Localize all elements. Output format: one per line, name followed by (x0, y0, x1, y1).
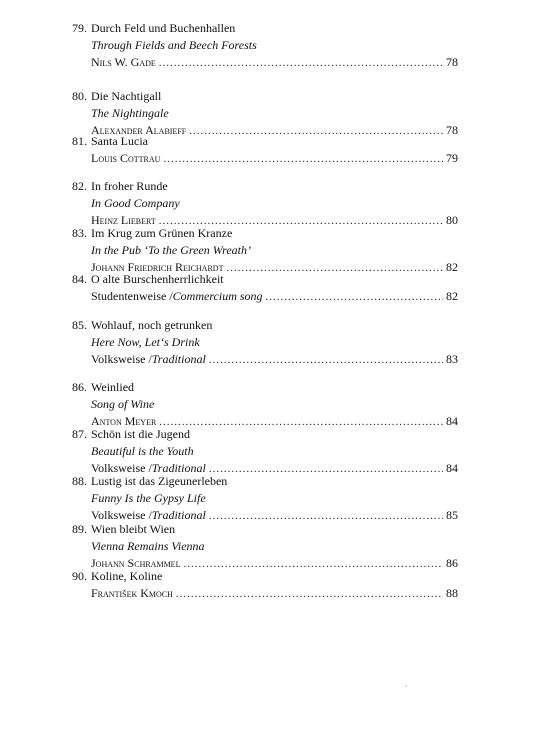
composer: Heinz Liebert (91, 213, 156, 227)
composer: Volksweise / (91, 461, 152, 475)
composer: Alexander Alabieff (91, 123, 187, 137)
toc-entry-90 (72, 568, 458, 608)
page-number: 78 (446, 123, 458, 137)
toc-entry-85 (72, 317, 458, 379)
page-number: 83 (446, 352, 458, 366)
song-title: O alte Burschenherrlichkeit (91, 272, 224, 286)
entry-number: 88. (72, 474, 87, 488)
composer: František Kmoch (91, 586, 173, 600)
entry-number: 83. (72, 226, 87, 240)
composer-english: Traditional (151, 508, 206, 522)
dot-leader (176, 586, 443, 603)
song-title: Durch Feld und Buchenhallen (91, 21, 236, 35)
credit-line (91, 150, 458, 168)
toc-entry-86 (72, 379, 458, 426)
composer: Johann Friedrich Reichardt (91, 260, 224, 274)
song-title-english: In Good Company (91, 196, 180, 210)
song-title-english: Beautiful is the Youth (91, 444, 194, 458)
song-title-english: Here Now, Let‘s Drink (91, 335, 200, 349)
toc-entry-82 (72, 178, 458, 225)
page-number: 79 (446, 151, 458, 165)
song-title-english: Vienna Remains Vienna (91, 539, 205, 553)
toc-entry-80 (72, 88, 458, 137)
composer-english: Commercium song (172, 289, 263, 303)
entry-number: 84. (72, 272, 87, 286)
song-title-english: In the Pub ‘To the Green Wreath’ (91, 243, 251, 257)
composer: Volksweise / (91, 508, 152, 522)
credit-line (91, 54, 458, 72)
composer: Studentenweise / (91, 289, 173, 303)
page-speck (405, 685, 407, 687)
toc-entry-84 (72, 271, 458, 317)
entry-number: 79. (72, 21, 87, 35)
credit-line (91, 288, 458, 306)
composer: Louis Cottrau (91, 151, 161, 165)
page-number: 84 (446, 461, 458, 475)
credit-line (91, 351, 458, 369)
dot-leader (209, 352, 443, 369)
song-title-english: The Nightingale (91, 106, 169, 120)
dot-leader (266, 289, 443, 306)
page-number: 88 (446, 586, 458, 600)
entry-number: 90. (72, 569, 87, 583)
composer: Nils W. Gade (91, 55, 156, 69)
toc-entry-87 (72, 426, 458, 473)
entry-number: 86. (72, 380, 87, 394)
page-number: 85 (446, 508, 458, 522)
entry-number: 89. (72, 522, 87, 536)
composer-english: Traditional (151, 461, 206, 475)
toc-entry-79 (72, 20, 458, 88)
composer: Anton Meyer (91, 414, 157, 428)
song-title: Santa Lucia (91, 134, 148, 148)
page-number: 82 (446, 260, 458, 274)
song-title-english: Funny Is the Gypsy Life (91, 491, 206, 505)
song-title: Weinlied (91, 380, 135, 394)
toc-entry-88 (72, 473, 458, 521)
entry-number: 85. (72, 318, 87, 332)
entry-number: 80. (72, 89, 87, 103)
song-title: Koline, Koline (91, 569, 163, 583)
dot-leader (163, 151, 443, 168)
page-number: 82 (446, 289, 458, 303)
composer: Volksweise / (91, 352, 152, 366)
song-title: Lustig ist das Zigeunerleben (91, 474, 228, 488)
table-of-contents (72, 20, 458, 608)
page-number: 78 (446, 55, 458, 69)
song-title: In froher Runde (91, 179, 168, 193)
page-number: 86 (446, 556, 458, 570)
song-title-english: Song of Wine (91, 397, 155, 411)
toc-entry-89 (72, 521, 458, 568)
entry-number: 82. (72, 179, 87, 193)
song-title: Die Nachtigall (91, 89, 162, 103)
composer: Johann Schrammel (91, 556, 181, 570)
song-title: Im Krug zum Grünen Kranze (91, 226, 233, 240)
song-title: Wohlauf, noch getrunken (91, 318, 213, 332)
dot-leader (159, 55, 443, 72)
toc-entry-83 (72, 225, 458, 274)
entry-number: 81. (72, 134, 87, 148)
composer-english: Traditional (151, 352, 206, 366)
entry-number: 87. (72, 427, 87, 441)
toc-entry-81 (72, 133, 458, 178)
song-title: Schön ist die Jugend (91, 427, 190, 441)
page-number: 84 (446, 414, 458, 428)
credit-line (91, 585, 458, 603)
page-number: 80 (446, 213, 458, 227)
song-title: Wien bleibt Wien (91, 522, 176, 536)
song-title-english: Through Fields and Beech Forests (91, 38, 257, 52)
